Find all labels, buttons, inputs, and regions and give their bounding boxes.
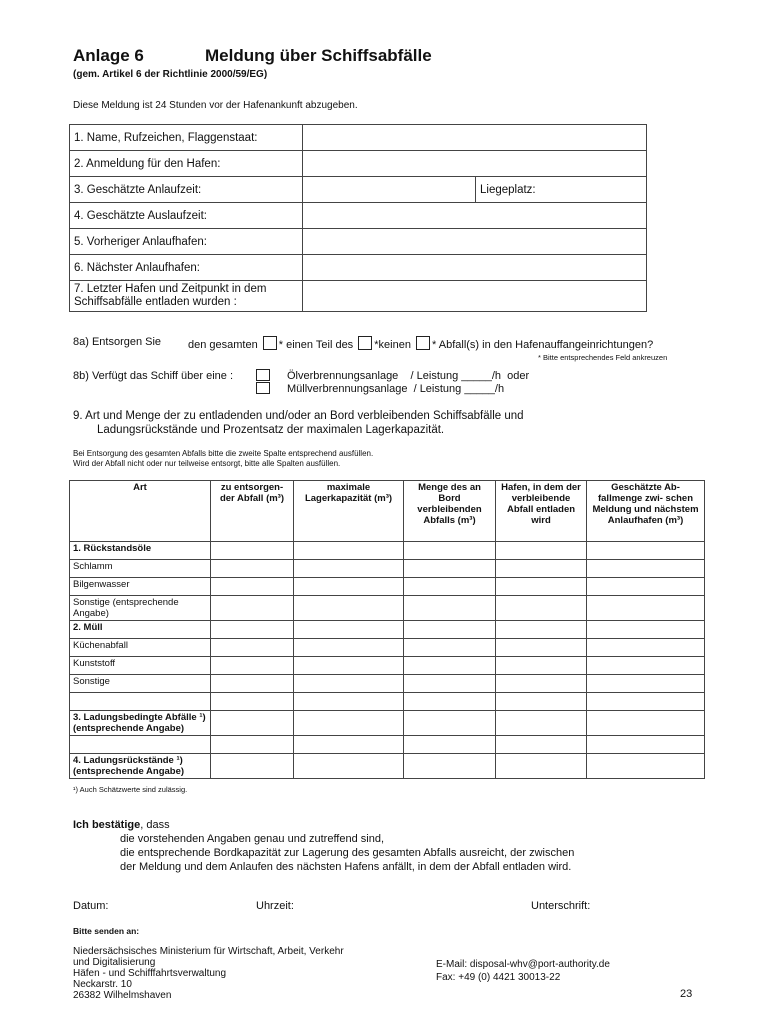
- ship-info-table: [69, 124, 647, 312]
- value-cell[interactable]: [211, 657, 294, 675]
- address-line: Häfen - und Schifffahrtsverwaltung: [73, 968, 227, 979]
- value-cell[interactable]: [211, 754, 294, 779]
- waste-type-cell: 4. Ladungsrückstände ¹) (entsprechende Angabe): [70, 754, 211, 779]
- value-cell[interactable]: [404, 596, 496, 621]
- waste-type-cell: Schlamm: [70, 560, 211, 578]
- value-cell[interactable]: [294, 578, 404, 596]
- page-number: 23: [680, 988, 693, 1000]
- table-row: [70, 596, 705, 621]
- q9-line: 9. Art und Menge der zu entladenden und/oder an Bord verbleibenden Schiffsabfälle und: [73, 410, 524, 422]
- question-8a: [73, 336, 161, 348]
- q9-line: Ladungsrückstände und Prozentsatz der maximalen Lagerkapazität.: [97, 424, 445, 436]
- value-cell[interactable]: [294, 675, 404, 693]
- waste-type-cell: 3. Ladungsbedingte Abfälle ¹) (entsprechende Angabe): [70, 711, 211, 736]
- value-cell[interactable]: [404, 675, 496, 693]
- field-input[interactable]: [303, 281, 647, 312]
- waste-type-cell: Sonstige (entsprechende Angabe): [70, 596, 211, 621]
- value-cell[interactable]: [294, 711, 404, 736]
- value-cell[interactable]: [587, 560, 705, 578]
- value-cell[interactable]: [587, 621, 705, 639]
- address-block: [73, 946, 344, 1001]
- value-cell[interactable]: [587, 754, 705, 779]
- value-cell[interactable]: [404, 736, 496, 754]
- field-label-line: 7. Letzter Hafen und Zeitpunkt in dem: [74, 283, 267, 295]
- confirmation: [73, 818, 574, 874]
- field-label-line: Schiffsabfälle entladen wurden :: [74, 296, 237, 308]
- table-row: [70, 693, 705, 711]
- waste-type-cell: 2. Müll: [70, 621, 211, 639]
- value-cell[interactable]: [211, 621, 294, 639]
- value-cell[interactable]: [496, 578, 587, 596]
- column-header: Hafen, in dem der verbleibende Abfall entladen wird: [496, 481, 587, 542]
- value-cell[interactable]: [211, 639, 294, 657]
- contact-block: [436, 958, 610, 984]
- waste-type-cell: Bilgenwasser: [70, 578, 211, 596]
- table-row: [70, 621, 705, 639]
- table-row: [70, 657, 705, 675]
- value-cell[interactable]: [404, 711, 496, 736]
- q8a-option-all: den gesamten: [188, 339, 258, 351]
- value-cell[interactable]: [496, 657, 587, 675]
- field-input[interactable]: [303, 255, 647, 281]
- field-label: 2. Anmeldung für den Hafen:: [70, 151, 303, 177]
- column-header: Geschätzte Ab-fallmenge zwi- schen Meldung und nächstem Anlaufhafen (m³): [587, 481, 705, 542]
- address-line: 26382 Wilhelmshaven: [73, 990, 172, 1001]
- value-cell[interactable]: [404, 560, 496, 578]
- field-input[interactable]: [303, 203, 647, 229]
- value-cell[interactable]: [404, 578, 496, 596]
- signature-field[interactable]: Unterschrift:: [531, 900, 591, 912]
- value-cell[interactable]: [587, 542, 705, 560]
- oil-incinerator-line: Ölverbrennungsanlage / Leistung _____/h oder: [287, 370, 530, 382]
- value-cell[interactable]: [211, 596, 294, 621]
- value-cell[interactable]: [294, 542, 404, 560]
- value-cell[interactable]: [404, 542, 496, 560]
- table-row: [70, 542, 705, 560]
- document-title: [73, 46, 432, 66]
- annex-label: Anlage 6: [73, 46, 144, 65]
- value-cell[interactable]: [587, 736, 705, 754]
- form-title: Meldung über Schiffsabfälle: [205, 46, 432, 65]
- question-8b: 8b) Verfügt das Schiff über eine :: [73, 370, 234, 382]
- confirm-lead: Ich bestätige: [73, 819, 141, 831]
- waste-incinerator-line: Müllverbrennungsanlage / Leistung _____/h: [287, 383, 505, 395]
- value-cell[interactable]: [496, 711, 587, 736]
- field-label: 1. Name, Rufzeichen, Flaggenstaat:: [70, 125, 303, 151]
- field-label: [70, 281, 303, 312]
- table-row: [70, 560, 705, 578]
- question-8a-options: [188, 336, 653, 351]
- field-label: 6. Nächster Anlaufhafen:: [70, 255, 303, 281]
- field-label: 3. Geschätzte Anlaufzeit:: [70, 177, 303, 203]
- value-cell[interactable]: [496, 693, 587, 711]
- field-label: 5. Vorheriger Anlaufhafen:: [70, 229, 303, 255]
- value-cell[interactable]: [294, 639, 404, 657]
- value-cell[interactable]: [294, 736, 404, 754]
- value-cell[interactable]: [587, 675, 705, 693]
- value-cell[interactable]: [587, 596, 705, 621]
- form-subtitle: (gem. Artikel 6 der Richtlinie 2000/59/EG): [73, 69, 268, 80]
- checkbox-none[interactable]: [416, 336, 430, 350]
- field-label: 4. Geschätzte Auslaufzeit:: [70, 203, 303, 229]
- field-input[interactable]: [303, 177, 476, 203]
- field-input[interactable]: [303, 125, 647, 151]
- table-row: [70, 754, 705, 779]
- checkbox-incinerator: [256, 369, 270, 394]
- value-cell[interactable]: [404, 754, 496, 779]
- value-cell[interactable]: [496, 639, 587, 657]
- confirm-lead-tail: , dass: [140, 819, 170, 831]
- column-header: Art: [70, 481, 211, 542]
- value-cell[interactable]: [496, 621, 587, 639]
- hint-line: Bei Entsorgung des gesamten Abfalls bitte die zweite Spalte entsprechend ausfüllen.: [73, 449, 374, 458]
- value-cell[interactable]: [496, 542, 587, 560]
- value-cell[interactable]: [587, 711, 705, 736]
- waste-type-cell: Küchenabfall: [70, 639, 211, 657]
- checkbox-oil-incinerator[interactable]: [256, 369, 270, 381]
- value-cell[interactable]: [211, 693, 294, 711]
- value-cell[interactable]: [294, 621, 404, 639]
- field-input[interactable]: [303, 151, 647, 177]
- email-link[interactable]: E-Mail: disposal-whv@port-authority.de: [436, 959, 610, 970]
- value-cell[interactable]: [294, 693, 404, 711]
- date-field[interactable]: Datum:: [73, 900, 109, 912]
- column-header: Menge des an Bord verbleibenden Abfalls (m³): [404, 481, 496, 542]
- table-row: [70, 736, 705, 754]
- value-cell[interactable]: [294, 657, 404, 675]
- value-cell[interactable]: [211, 675, 294, 693]
- value-cell[interactable]: [211, 736, 294, 754]
- table-footnote: ¹) Auch Schätzwerte sind zulässig.: [73, 785, 188, 794]
- incinerator-options: [287, 370, 529, 396]
- hint-line: Wird der Abfall nicht oder nur teilweise entsorgt, bitte alle Spalten ausfüllen.: [73, 459, 341, 468]
- checkbox-note: * Bitte entsprechendes Feld ankreuzen: [538, 353, 668, 362]
- value-cell[interactable]: [587, 578, 705, 596]
- intro-text: Diese Meldung ist 24 Stunden vor der Hafenankunft abzugeben.: [73, 100, 358, 111]
- waste-type-cell: Kunststoff: [70, 657, 211, 675]
- value-cell[interactable]: [211, 578, 294, 596]
- value-cell[interactable]: [211, 542, 294, 560]
- waste-type-cell: 1. Rückstandsöle: [70, 542, 211, 560]
- value-cell[interactable]: [404, 621, 496, 639]
- value-cell[interactable]: [404, 693, 496, 711]
- value-cell[interactable]: [211, 560, 294, 578]
- column-header: zu entsorgen-der Abfall (m³): [211, 481, 294, 542]
- value-cell[interactable]: [294, 560, 404, 578]
- value-cell[interactable]: [294, 754, 404, 779]
- address-line: Niedersächsisches Ministerium für Wirtschaft, Arbeit, Verkehr: [73, 946, 344, 957]
- value-cell[interactable]: [587, 693, 705, 711]
- column-header: maximale Lagerkapazität (m³): [294, 481, 404, 542]
- value-cell[interactable]: [587, 639, 705, 657]
- question-9: [73, 409, 524, 437]
- waste-table: [69, 480, 705, 779]
- confirm-line: die entsprechende Bordkapazität zur Lagerung des gesamten Abfalls ausreicht, der zwischen: [120, 847, 575, 859]
- table-hint: [73, 449, 373, 469]
- address-line: Neckarstr. 10: [73, 979, 132, 990]
- checkbox-all[interactable]: [263, 336, 277, 350]
- field-input[interactable]: [303, 229, 647, 255]
- value-cell[interactable]: [294, 596, 404, 621]
- table-row: [70, 711, 705, 736]
- time-field[interactable]: Uhrzeit:: [256, 900, 294, 912]
- q8a-lead: 8a) Entsorgen Sie: [73, 336, 162, 348]
- confirm-line: die vorstehenden Angaben genau und zutreffend sind,: [120, 833, 385, 845]
- value-cell[interactable]: [496, 596, 587, 621]
- send-label: Bitte senden an:: [73, 926, 140, 936]
- waste-type-cell: [70, 693, 211, 711]
- value-cell[interactable]: [404, 657, 496, 675]
- value-cell[interactable]: [496, 560, 587, 578]
- value-cell[interactable]: [496, 675, 587, 693]
- confirm-line: der Meldung und dem Anlaufen des nächsten Hafens anfällt, in dem der Abfall entladen wird.: [120, 861, 572, 873]
- address-line: und Digitalisierung: [73, 957, 156, 968]
- q8a-option-part: * einen Teil des: [278, 339, 354, 351]
- table-row: [70, 639, 705, 657]
- waste-type-cell: Sonstige: [70, 675, 211, 693]
- waste-type-cell: [70, 736, 211, 754]
- q8a-option-none: *keinen: [374, 339, 411, 351]
- q8a-tail: * Abfall(s) in den Hafenauffangeinrichtungen?: [432, 339, 654, 351]
- checkbox-waste-incinerator[interactable]: [256, 382, 270, 394]
- value-cell[interactable]: [587, 657, 705, 675]
- table-row: [70, 578, 705, 596]
- value-cell[interactable]: [404, 639, 496, 657]
- value-cell[interactable]: [496, 754, 587, 779]
- value-cell[interactable]: [211, 711, 294, 736]
- fax-number: Fax: +49 (0) 4421 30013-22: [436, 972, 561, 983]
- berth-field[interactable]: Liegeplatz:: [476, 177, 647, 203]
- table-row: [70, 675, 705, 693]
- value-cell[interactable]: [496, 736, 587, 754]
- checkbox-part[interactable]: [358, 336, 372, 350]
